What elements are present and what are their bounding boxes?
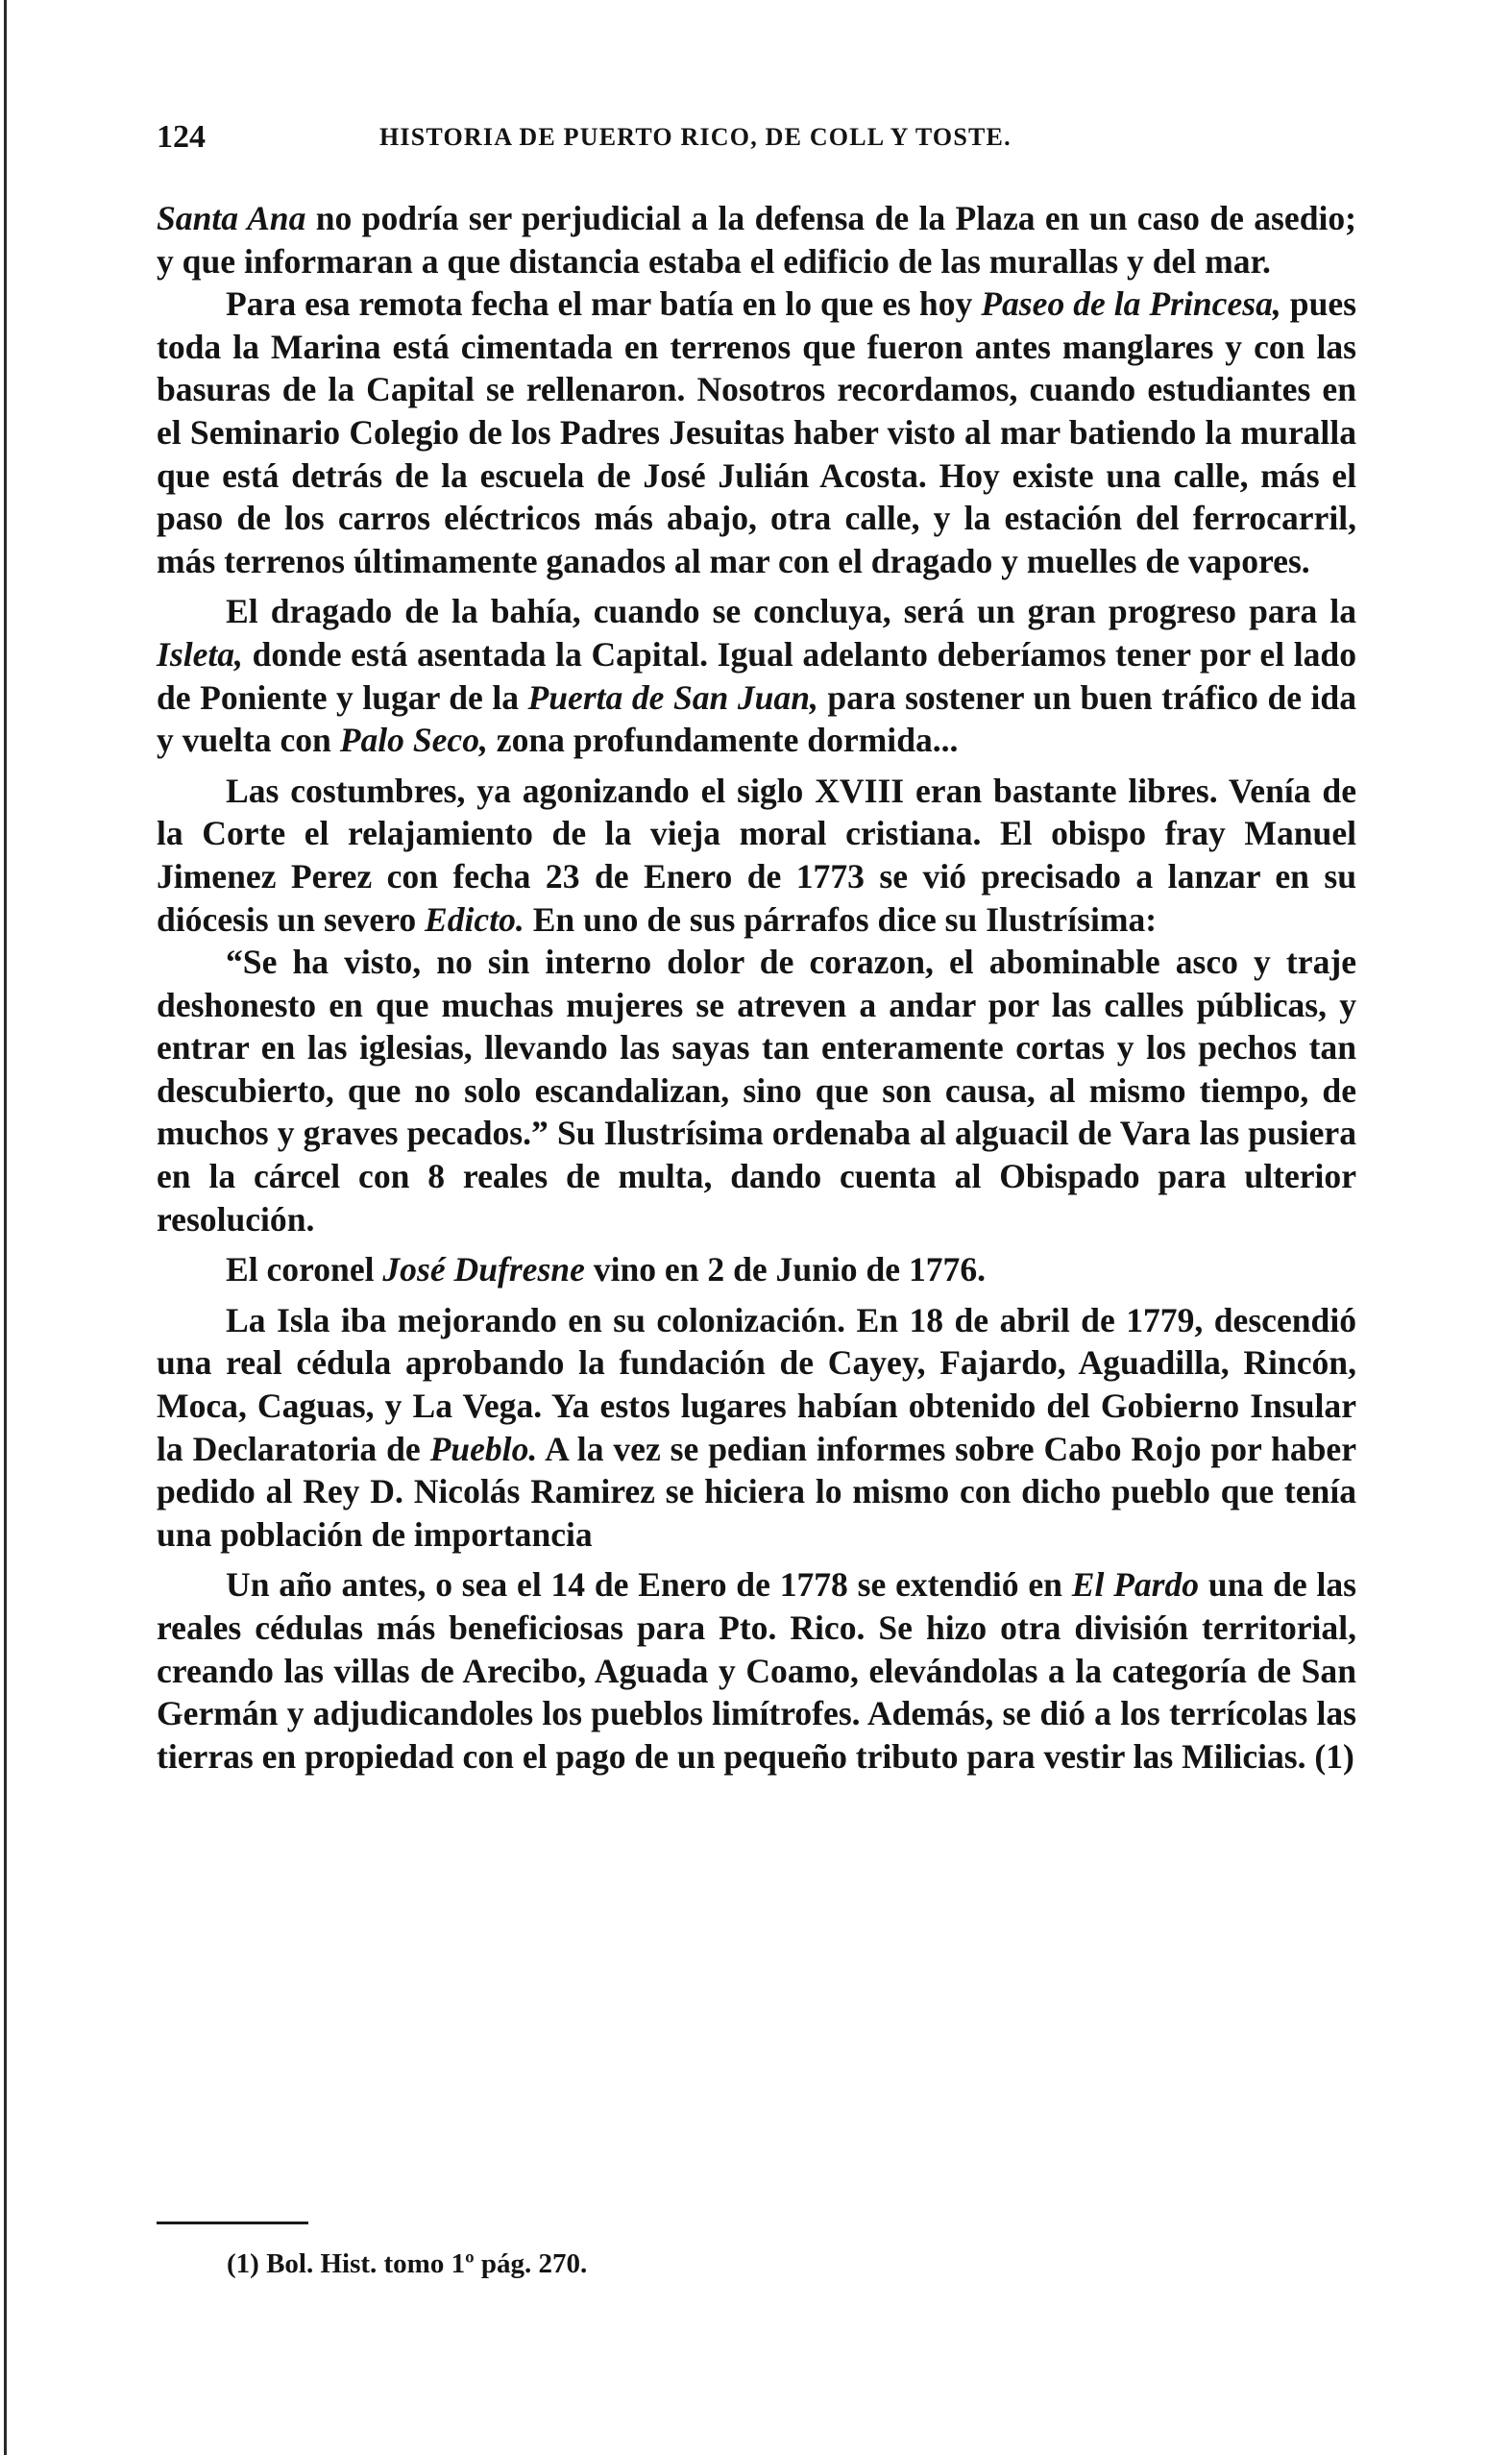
running-title: HISTORIA DE PUERTO RICO, DE COLL Y TOSTE. <box>379 123 1012 151</box>
text-run: Las costumbres, ya agonizando el siglo XVIII eran bastante libres. Venía de la Corte el relajamiento de la vieja moral cristiana. El obispo fray Manuel Jimenez Perez con fecha 23 de Enero de 1773 se vió precisado a lanzar en su diócesis un severo <box>157 771 1356 939</box>
text-run: pues toda la Marina está cimentada en terrenos que fueron antes manglares y con las basuras de la Capital se rellenaron. Nosotros recordamos, cuando estudiantes en el Seminario Colegio de los Padres Jesuitas haber visto al mar batiendo la muralla que está detrás de la escuela de José Julián Acosta. Hoy existe una calle, más el paso de los carros eléctricos más abajo, otra calle, y la estación del ferrocarril, más terrenos últimamente ganados al mar con el dragado y muelles de vapores. <box>157 284 1356 580</box>
page-number: 124 <box>157 119 206 155</box>
text-run: El dragado de la bahía, cuando se concluya, será un gran progreso para la <box>226 592 1356 631</box>
text-run: donde está asentada la Capital. Igual adelanto deberíamos tener por el lado de Poniente y lugar de la <box>157 634 1356 717</box>
text-run: Para esa remota fecha el mar batía en lo que es hoy <box>226 284 982 324</box>
page-header <box>157 119 1369 167</box>
body-text <box>157 197 1356 1778</box>
italic-phrase: El Pardo <box>1071 1565 1200 1605</box>
text-run: La Isla iba mejorando en su colonización. En 18 de abril de 1779, descendió una real cédula aprobando la fundación de Cayey, Fajardo, Aguadilla, Rincón, Moca, Caguas, y La Vega. Ya estos lugares habían obtenido del Gobierno Insular la Declaratoria de <box>157 1300 1356 1468</box>
text-run: no podría ser perjudicial a la defensa de la Plaza en un caso de asedio; y que informaran a que distancia estaba el edificio de las murallas y del mar. <box>157 199 1357 281</box>
paragraph-3 <box>157 590 1356 761</box>
paragraph-6 <box>157 1248 1356 1291</box>
text-run: una de las reales cédulas más beneficiosas para Pto. Rico. Se hizo otra división territorial, creando las villas de Arecibo, Aguada y Coamo, elevándolas a la categoría de San Germán y adjudicandoles los pueblos limítrofes. Además, se dió a los terrícolas las tierras en propiedad con el pago de un pequeño tributo para vestir las Milicias. (1) <box>157 1565 1356 1776</box>
paragraph-5-quote <box>157 941 1356 1240</box>
italic-phrase: José Dufresne <box>382 1250 585 1289</box>
text-run: para sostener un buen tráfico de ida y vuelta con <box>157 677 1356 760</box>
paragraph-8 <box>157 1563 1356 1778</box>
italic-phrase: Puerta de San Juan, <box>527 677 818 717</box>
footnote: (1) Bol. Hist. tomo 1º pág. 270. <box>227 2248 588 2279</box>
footnote-divider <box>157 2222 308 2224</box>
italic-phrase: Pueblo. <box>429 1429 538 1468</box>
paragraph-4 <box>157 770 1356 941</box>
paragraph-1 <box>157 197 1356 282</box>
text-run: vino en 2 de Junio de 1776. <box>584 1250 987 1289</box>
italic-phrase: Edicto. <box>425 899 524 939</box>
italic-phrase: Santa Ana <box>157 199 306 237</box>
text-run: Un año antes, o sea el 14 de Enero de 1778 se extendió en <box>226 1565 1072 1605</box>
text-run: zona profundamente dormida... <box>487 721 959 760</box>
text-run: A la vez se pedian informes sobre Cabo Rojo por haber pedido al Rey D. Nicolás Ramirez se hiciera lo mismo con dicho pueblo que tenía una población de importancia <box>157 1429 1356 1554</box>
italic-phrase: Palo Seco, <box>339 721 488 760</box>
text-run: El coronel <box>226 1250 383 1289</box>
text-run: “Se ha visto, no sin interno dolor de corazon, el abominable asco y traje deshonesto en que muchas mujeres se atreven a andar por las calles públicas, y entrar en las iglesias, llevando las sayas tan enteramente cortas y los pechos tan descubierto, que no solo escandalizan, sino que son causa, al mismo tiempo, de muchos y graves pecados.” Su Ilustrísima ordenaba al alguacil de Vara las pusiera en la cárcel con 8 reales de multa, dando cuenta al Obispado para ulterior resolución. <box>157 943 1356 1239</box>
text-run: En uno de sus párrafos dice su Ilustrísima: <box>524 899 1158 939</box>
page-edge-line <box>4 0 7 2455</box>
italic-phrase: Paseo de la Princesa, <box>981 284 1281 324</box>
paragraph-2 <box>157 282 1356 582</box>
italic-phrase: Isleta, <box>157 634 243 674</box>
paragraph-7 <box>157 1299 1356 1557</box>
